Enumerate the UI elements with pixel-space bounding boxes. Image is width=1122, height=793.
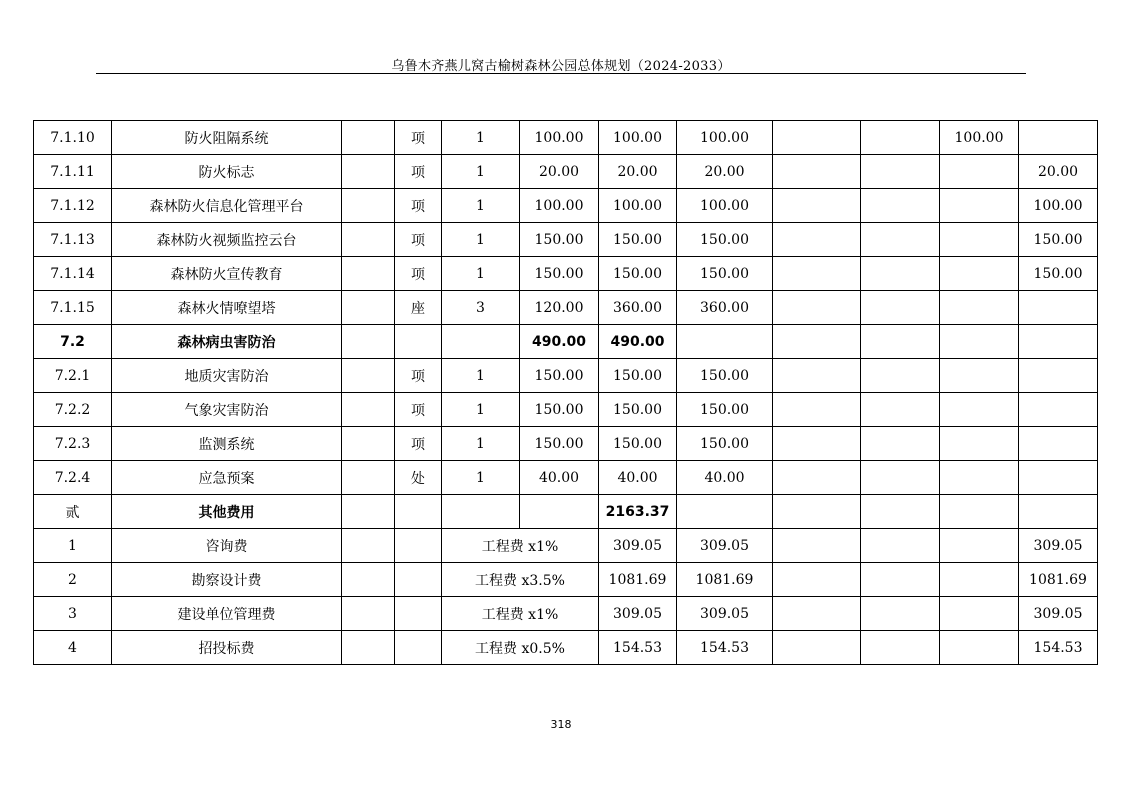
column-8-cell: 1081.69 <box>677 563 773 597</box>
page-number: 318 <box>550 718 572 731</box>
item-quantity-cell: 1 <box>442 257 520 291</box>
item-quantity-cell: 1 <box>442 427 520 461</box>
item-unit-cell: 项 <box>395 359 442 393</box>
column-8-cell: 360.00 <box>677 291 773 325</box>
column-10-cell <box>861 155 940 189</box>
column-10-cell <box>861 461 940 495</box>
item-name-cell: 应急预案 <box>112 461 342 495</box>
column-10-cell <box>861 597 940 631</box>
fee-basis-cell: 工程费 x1% <box>442 529 599 563</box>
table-row <box>34 155 1098 189</box>
item-quantity-cell: 1 <box>442 189 520 223</box>
total-cost-cell: 150.00 <box>599 257 677 291</box>
item-unit-cell: 座 <box>395 291 442 325</box>
column-9-cell <box>773 393 861 427</box>
item-number-cell: 7.1.12 <box>34 189 112 223</box>
column-12-cell: 1081.69 <box>1019 563 1098 597</box>
total-cost-cell: 150.00 <box>599 393 677 427</box>
column-11-cell <box>940 495 1019 529</box>
table-row <box>34 325 1098 359</box>
column-10-cell <box>861 325 940 359</box>
item-spec-cell <box>342 631 395 665</box>
item-quantity-cell: 1 <box>442 121 520 155</box>
item-number-cell: 7.1.15 <box>34 291 112 325</box>
column-12-cell <box>1019 359 1098 393</box>
column-11-cell <box>940 155 1019 189</box>
item-spec-cell <box>342 223 395 257</box>
column-10-cell <box>861 257 940 291</box>
item-number-cell: 7.2.1 <box>34 359 112 393</box>
item-number-cell: 7.2 <box>34 325 112 359</box>
column-12-cell: 20.00 <box>1019 155 1098 189</box>
item-spec-cell <box>342 189 395 223</box>
total-cost-cell: 100.00 <box>599 121 677 155</box>
unit-price-cell: 150.00 <box>520 427 599 461</box>
column-9-cell <box>773 461 861 495</box>
column-8-cell: 20.00 <box>677 155 773 189</box>
total-cost-cell: 100.00 <box>599 189 677 223</box>
column-12-cell: 154.53 <box>1019 631 1098 665</box>
item-spec-cell <box>342 359 395 393</box>
item-name-cell: 地质灾害防治 <box>112 359 342 393</box>
column-10-cell <box>861 529 940 563</box>
column-11-cell <box>940 393 1019 427</box>
unit-price-cell: 150.00 <box>520 359 599 393</box>
column-8-cell: 150.00 <box>677 427 773 461</box>
item-spec-cell <box>342 461 395 495</box>
item-quantity-cell <box>442 495 520 529</box>
unit-price-cell: 150.00 <box>520 393 599 427</box>
item-unit-cell <box>395 563 442 597</box>
unit-price-cell <box>520 495 599 529</box>
item-name-cell: 建设单位管理费 <box>112 597 342 631</box>
column-9-cell <box>773 223 861 257</box>
column-10-cell <box>861 189 940 223</box>
table-row <box>34 257 1098 291</box>
item-spec-cell <box>342 529 395 563</box>
column-10-cell <box>861 291 940 325</box>
column-9-cell <box>773 427 861 461</box>
item-number-cell: 1 <box>34 529 112 563</box>
unit-price-cell: 100.00 <box>520 189 599 223</box>
budget-table <box>33 120 1098 665</box>
item-number-cell: 7.1.14 <box>34 257 112 291</box>
item-unit-cell: 项 <box>395 189 442 223</box>
column-12-cell: 150.00 <box>1019 257 1098 291</box>
item-name-cell: 森林火情嘹望塔 <box>112 291 342 325</box>
column-11-cell <box>940 189 1019 223</box>
item-name-cell: 其他费用 <box>112 495 342 529</box>
column-11-cell <box>940 631 1019 665</box>
item-number-cell: 7.1.11 <box>34 155 112 189</box>
item-number-cell: 7.1.10 <box>34 121 112 155</box>
table-row <box>34 529 1098 563</box>
column-11-cell <box>940 427 1019 461</box>
unit-price-cell: 20.00 <box>520 155 599 189</box>
column-8-cell: 154.53 <box>677 631 773 665</box>
fee-basis-cell: 工程费 x0.5% <box>442 631 599 665</box>
item-name-cell: 森林防火宣传教育 <box>112 257 342 291</box>
column-8-cell: 150.00 <box>677 393 773 427</box>
column-8-cell: 100.00 <box>677 189 773 223</box>
fee-basis-cell: 工程费 x3.5% <box>442 563 599 597</box>
table-row <box>34 427 1098 461</box>
table-row <box>34 359 1098 393</box>
item-unit-cell <box>395 631 442 665</box>
column-12-cell <box>1019 427 1098 461</box>
column-9-cell <box>773 529 861 563</box>
column-9-cell <box>773 121 861 155</box>
item-name-cell: 森林病虫害防治 <box>112 325 342 359</box>
item-unit-cell: 项 <box>395 223 442 257</box>
column-10-cell <box>861 393 940 427</box>
total-cost-cell: 154.53 <box>599 631 677 665</box>
column-12-cell <box>1019 393 1098 427</box>
item-number-cell: 7.2.4 <box>34 461 112 495</box>
column-8-cell <box>677 325 773 359</box>
header-rule <box>96 73 1026 74</box>
column-10-cell <box>861 121 940 155</box>
column-8-cell: 150.00 <box>677 257 773 291</box>
column-10-cell <box>861 495 940 529</box>
column-12-cell <box>1019 291 1098 325</box>
item-quantity-cell <box>442 325 520 359</box>
column-11-cell <box>940 257 1019 291</box>
item-name-cell: 森林防火信息化管理平台 <box>112 189 342 223</box>
column-9-cell <box>773 597 861 631</box>
item-number-cell: 3 <box>34 597 112 631</box>
item-unit-cell <box>395 597 442 631</box>
column-9-cell <box>773 155 861 189</box>
column-10-cell <box>861 427 940 461</box>
unit-price-cell: 40.00 <box>520 461 599 495</box>
item-spec-cell <box>342 155 395 189</box>
item-name-cell: 防火标志 <box>112 155 342 189</box>
table-row <box>34 597 1098 631</box>
item-quantity-cell: 1 <box>442 223 520 257</box>
column-9-cell <box>773 563 861 597</box>
item-spec-cell <box>342 121 395 155</box>
total-cost-cell: 309.05 <box>599 529 677 563</box>
column-12-cell <box>1019 495 1098 529</box>
item-quantity-cell: 1 <box>442 155 520 189</box>
column-12-cell <box>1019 121 1098 155</box>
table-row <box>34 291 1098 325</box>
unit-price-cell: 120.00 <box>520 291 599 325</box>
column-8-cell: 309.05 <box>677 597 773 631</box>
column-8-cell: 40.00 <box>677 461 773 495</box>
item-unit-cell: 项 <box>395 121 442 155</box>
item-spec-cell <box>342 495 395 529</box>
item-number-cell: 2 <box>34 563 112 597</box>
item-number-cell: 7.2.3 <box>34 427 112 461</box>
item-unit-cell <box>395 325 442 359</box>
column-9-cell <box>773 325 861 359</box>
column-8-cell: 150.00 <box>677 223 773 257</box>
item-name-cell: 防火阻隔系统 <box>112 121 342 155</box>
item-spec-cell <box>342 427 395 461</box>
table-row <box>34 223 1098 257</box>
total-cost-cell: 2163.37 <box>599 495 677 529</box>
total-cost-cell: 150.00 <box>599 223 677 257</box>
item-unit-cell <box>395 529 442 563</box>
column-9-cell <box>773 189 861 223</box>
table-row <box>34 393 1098 427</box>
total-cost-cell: 150.00 <box>599 359 677 393</box>
item-spec-cell <box>342 563 395 597</box>
item-name-cell: 森林防火视频监控云台 <box>112 223 342 257</box>
column-9-cell <box>773 359 861 393</box>
unit-price-cell: 150.00 <box>520 223 599 257</box>
table-row <box>34 121 1098 155</box>
item-spec-cell <box>342 257 395 291</box>
column-10-cell <box>861 359 940 393</box>
total-cost-cell: 309.05 <box>599 597 677 631</box>
item-quantity-cell: 1 <box>442 359 520 393</box>
column-9-cell <box>773 257 861 291</box>
total-cost-cell: 20.00 <box>599 155 677 189</box>
item-number-cell: 7.1.13 <box>34 223 112 257</box>
column-10-cell <box>861 631 940 665</box>
item-quantity-cell: 1 <box>442 393 520 427</box>
item-unit-cell: 项 <box>395 393 442 427</box>
table-row <box>34 461 1098 495</box>
fee-basis-cell: 工程费 x1% <box>442 597 599 631</box>
item-name-cell: 咨询费 <box>112 529 342 563</box>
total-cost-cell: 40.00 <box>599 461 677 495</box>
total-cost-cell: 360.00 <box>599 291 677 325</box>
column-8-cell: 150.00 <box>677 359 773 393</box>
column-8-cell <box>677 495 773 529</box>
item-name-cell: 招投标费 <box>112 631 342 665</box>
column-11-cell <box>940 291 1019 325</box>
item-quantity-cell: 3 <box>442 291 520 325</box>
total-cost-cell: 490.00 <box>599 325 677 359</box>
column-12-cell: 100.00 <box>1019 189 1098 223</box>
column-8-cell: 100.00 <box>677 121 773 155</box>
column-9-cell <box>773 495 861 529</box>
column-11-cell <box>940 597 1019 631</box>
page-header-title: 乌鲁木齐燕儿窝古榆树森林公园总体规划（2024-2033） <box>391 59 731 74</box>
item-name-cell: 气象灾害防治 <box>112 393 342 427</box>
item-unit-cell: 项 <box>395 257 442 291</box>
column-12-cell: 309.05 <box>1019 597 1098 631</box>
column-12-cell <box>1019 461 1098 495</box>
column-9-cell <box>773 631 861 665</box>
item-name-cell: 勘察设计费 <box>112 563 342 597</box>
item-spec-cell <box>342 597 395 631</box>
column-10-cell <box>861 563 940 597</box>
unit-price-cell: 490.00 <box>520 325 599 359</box>
item-spec-cell <box>342 291 395 325</box>
table-row <box>34 631 1098 665</box>
item-number-cell: 7.2.2 <box>34 393 112 427</box>
item-spec-cell <box>342 325 395 359</box>
item-spec-cell <box>342 393 395 427</box>
column-12-cell: 150.00 <box>1019 223 1098 257</box>
total-cost-cell: 150.00 <box>599 427 677 461</box>
item-unit-cell: 项 <box>395 155 442 189</box>
unit-price-cell: 100.00 <box>520 121 599 155</box>
column-11-cell <box>940 223 1019 257</box>
table-row <box>34 563 1098 597</box>
table-row <box>34 495 1098 529</box>
column-12-cell <box>1019 325 1098 359</box>
item-quantity-cell: 1 <box>442 461 520 495</box>
column-11-cell <box>940 563 1019 597</box>
column-11-cell <box>940 461 1019 495</box>
column-9-cell <box>773 291 861 325</box>
column-11-cell: 100.00 <box>940 121 1019 155</box>
total-cost-cell: 1081.69 <box>599 563 677 597</box>
column-11-cell <box>940 529 1019 563</box>
table-row <box>34 189 1098 223</box>
item-number-cell: 4 <box>34 631 112 665</box>
column-12-cell: 309.05 <box>1019 529 1098 563</box>
column-8-cell: 309.05 <box>677 529 773 563</box>
item-unit-cell <box>395 495 442 529</box>
item-number-cell: 贰 <box>34 495 112 529</box>
column-11-cell <box>940 325 1019 359</box>
column-11-cell <box>940 359 1019 393</box>
item-unit-cell: 项 <box>395 427 442 461</box>
unit-price-cell: 150.00 <box>520 257 599 291</box>
column-10-cell <box>861 223 940 257</box>
item-name-cell: 监测系统 <box>112 427 342 461</box>
item-unit-cell: 处 <box>395 461 442 495</box>
